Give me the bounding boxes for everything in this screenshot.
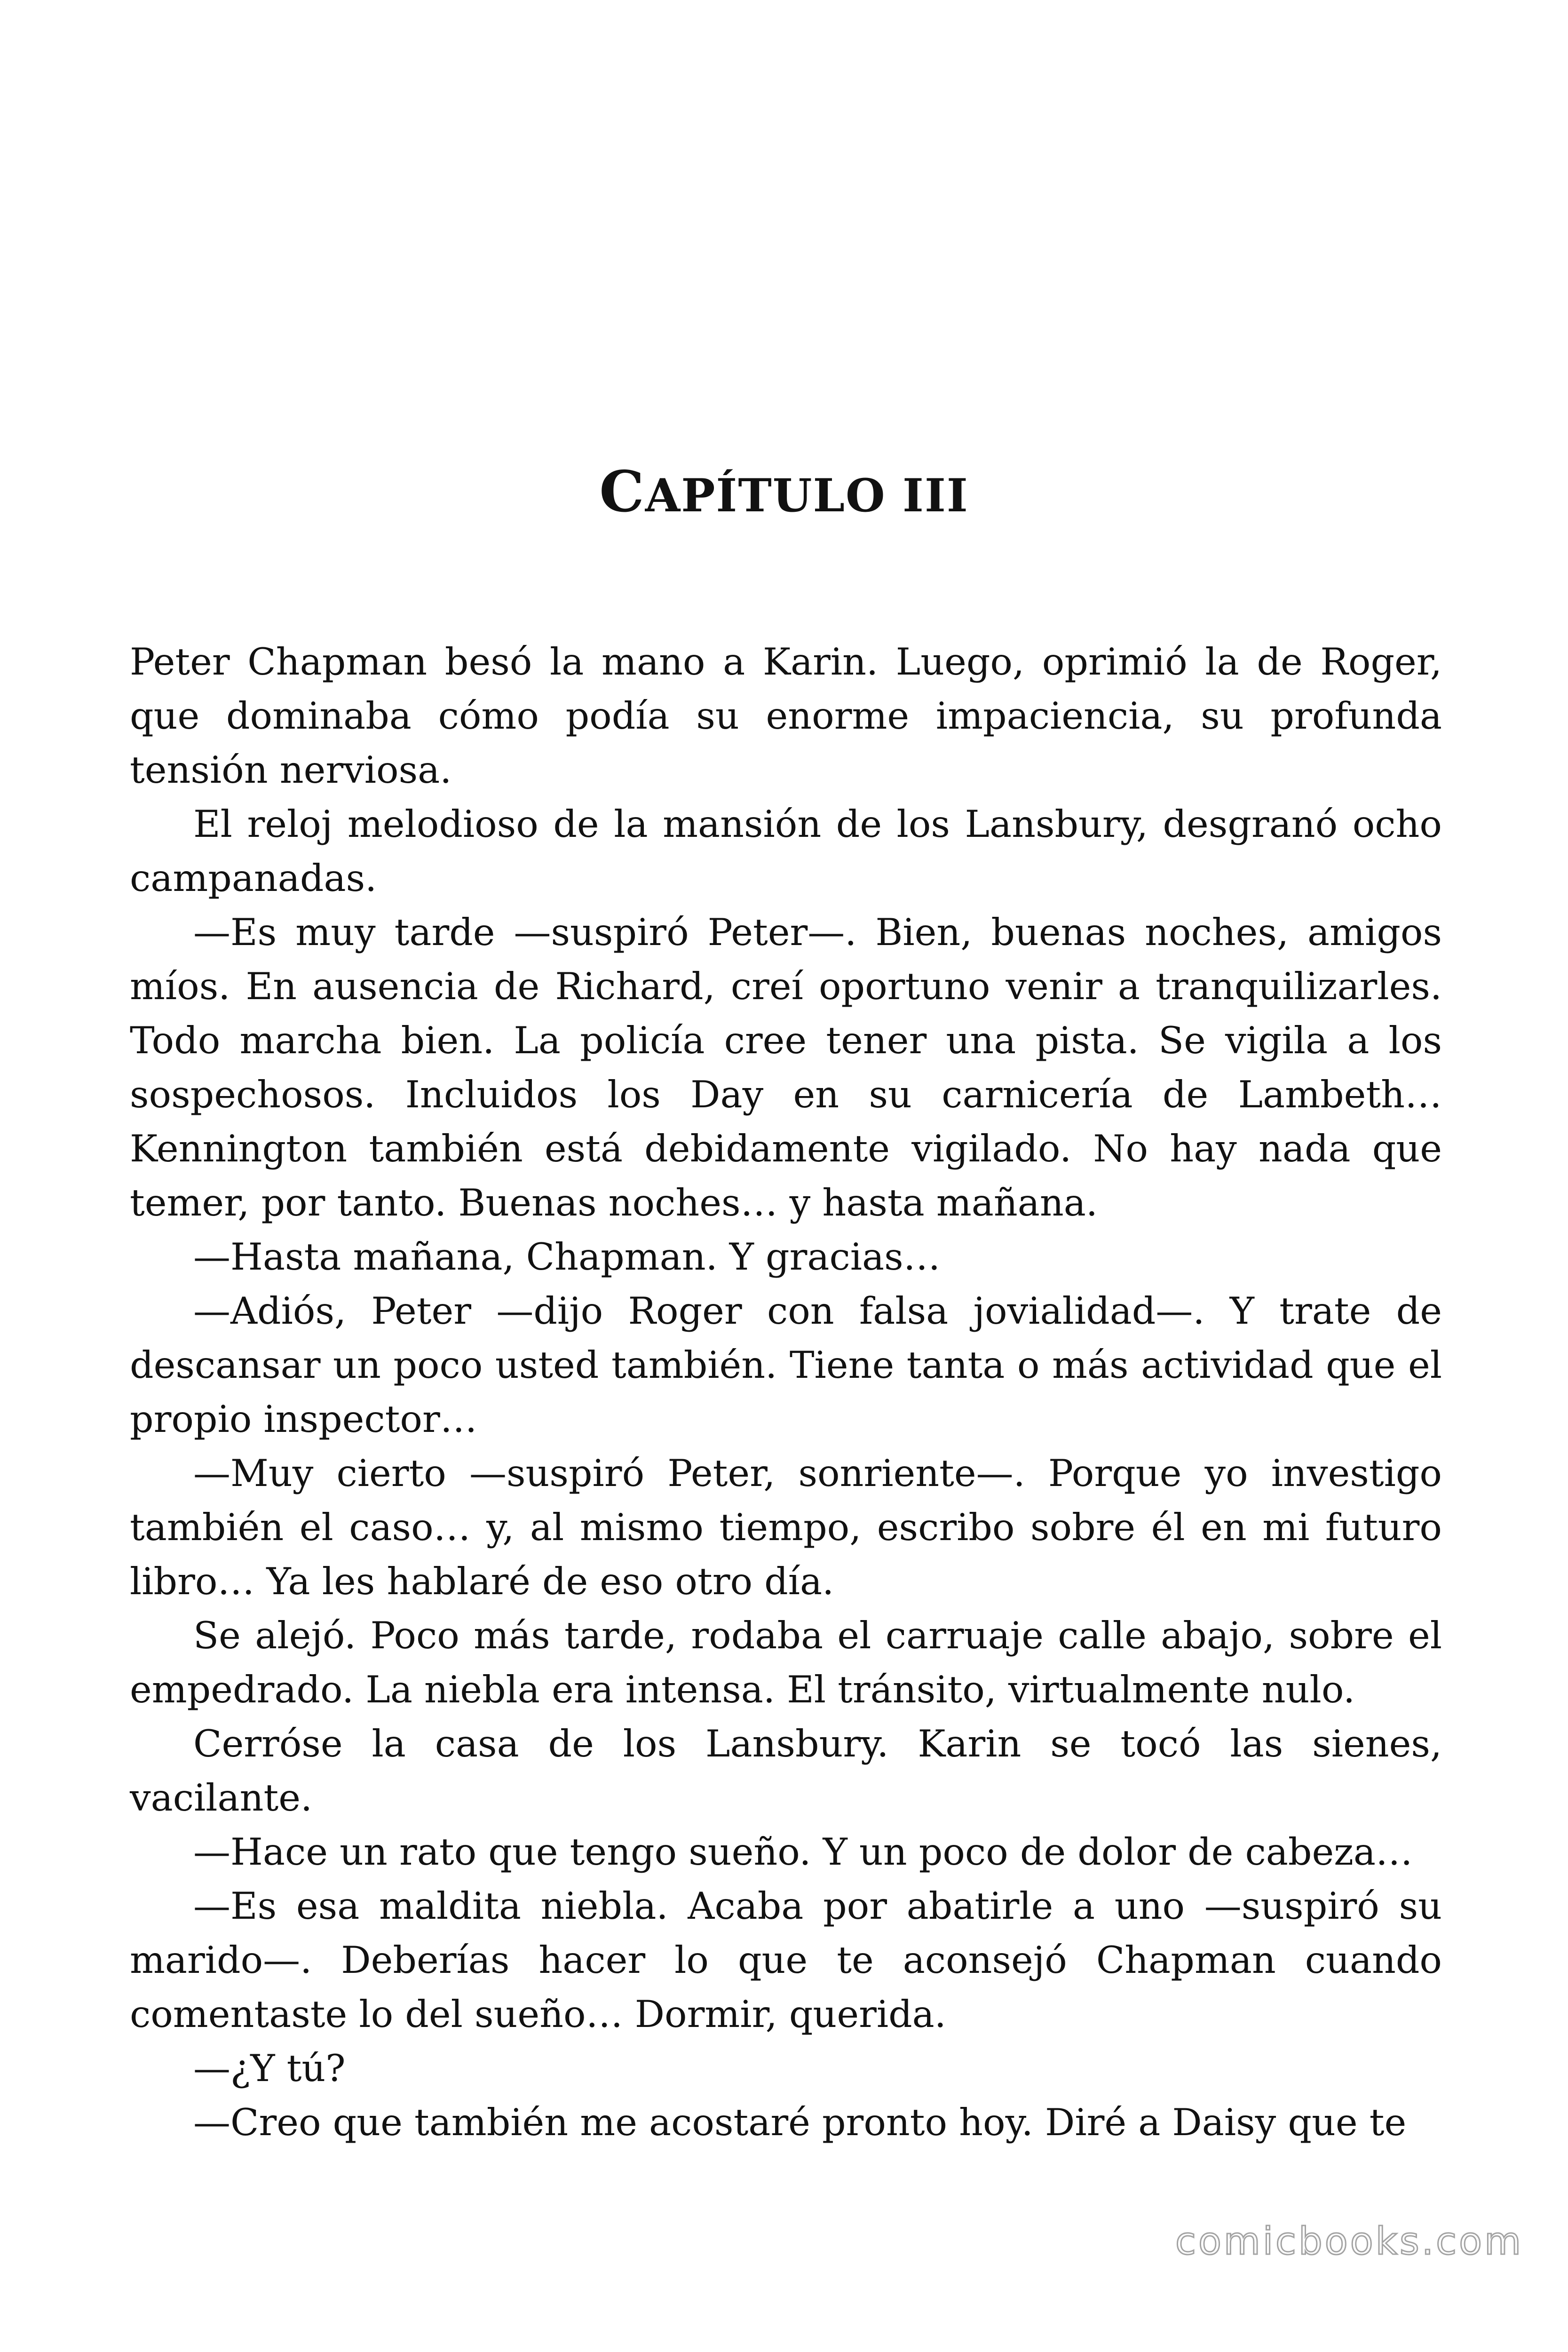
chapter-title-rest: APÍTULO III xyxy=(645,469,969,522)
paragraph: —Adiós, Peter —dijo Roger con falsa jovialidad—. Y trate de descansar un poco usted también. Tiene tanta o más actividad que el propio inspector… xyxy=(130,1289,1442,1441)
paragraph: Peter Chapman besó la mano a Karin. Luego, oprimió la de Roger, que dominaba cómo podía su enorme impaciencia, su profunda tensión nerviosa. xyxy=(130,640,1442,792)
watermark: comicbooks.com xyxy=(1175,2219,1523,2263)
paragraph: —Hace un rato que tengo sueño. Y un poco de dolor de cabeza… xyxy=(193,1830,1413,1874)
paragraph: —Es esa maldita niebla. Acaba por abatirle a uno —suspiró su marido—. Deberías hacer lo que te aconsejó Chapman cuando comentaste lo del sueño… Dormir, querida. xyxy=(130,1884,1442,2036)
paragraph: —Es muy tarde —suspiró Peter—. Bien, buenas noches, amigos míos. En ausencia de Richard, creí oportuno venir a tranquilizarles. Todo marcha bien. La policía cree tener una pista. Se vigila a los sospechosos. Incluidos los Day en su carnicería de Lambeth… Kennington también está debidamente vigilado. No hay nada que temer, por tanto. Buenas noches… y hasta mañana. xyxy=(130,911,1442,1224)
paragraph: —Creo que también me acostaré pronto hoy. Diré a Daisy que te xyxy=(193,2101,1407,2144)
paragraph: —¿Y tú? xyxy=(193,2047,346,2090)
paragraph: Cerróse la casa de los Lansbury. Karin se tocó las sienes, vacilante. xyxy=(130,1722,1442,1820)
paragraph: —Hasta mañana, Chapman. Y gracias… xyxy=(193,1235,941,1279)
paragraph: —Muy cierto —suspiró Peter, sonriente—. Porque yo investigo también el caso… y, al mismo tiempo, escribo sobre él en mi futuro libro… Ya les hablaré de eso otro día. xyxy=(130,1452,1442,1603)
chapter-title xyxy=(0,459,1568,525)
chapter-body xyxy=(130,635,1442,2150)
paragraph: El reloj melodioso de la mansión de los Lansbury, desgranó ocho campanadas. xyxy=(130,803,1442,900)
paragraph: Se alejó. Poco más tarde, rodaba el carruaje calle abajo, sobre el empedrado. La niebla era intensa. El tránsito, virtualmente nulo. xyxy=(130,1614,1442,1711)
chapter-title-initial: C xyxy=(599,459,645,525)
